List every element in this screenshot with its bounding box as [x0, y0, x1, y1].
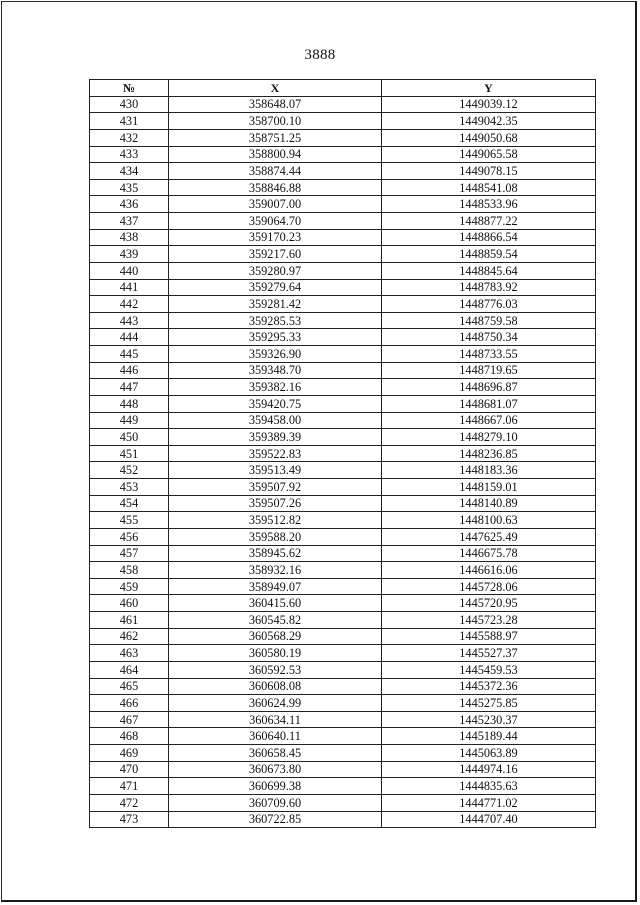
cell-number: 439: [90, 246, 169, 263]
table-row: [90, 329, 596, 346]
cell-y: 1448733.55: [382, 346, 596, 363]
cell-x: 359513.49: [169, 462, 382, 479]
cell-x: 358648.07: [169, 96, 382, 113]
table-row: [90, 246, 596, 263]
cell-number: 460: [90, 595, 169, 612]
cell-y: 1447625.49: [382, 528, 596, 545]
cell-x: 360634.11: [169, 711, 382, 728]
cell-y: 1448783.92: [382, 279, 596, 296]
cell-number: 466: [90, 695, 169, 712]
cell-number: 465: [90, 678, 169, 695]
table-row: [90, 312, 596, 329]
cell-y: 1448279.10: [382, 429, 596, 446]
cell-y: 1448667.06: [382, 412, 596, 429]
column-header-x: X: [169, 80, 382, 97]
cell-number: 445: [90, 346, 169, 363]
cell-y: 1449042.35: [382, 113, 596, 130]
cell-x: 359389.39: [169, 429, 382, 446]
cell-number: 432: [90, 129, 169, 146]
table-row: [90, 229, 596, 246]
table-row: [90, 445, 596, 462]
table-row: [90, 495, 596, 512]
cell-y: 1445723.28: [382, 612, 596, 629]
cell-y: 1446675.78: [382, 545, 596, 562]
cell-number: 458: [90, 562, 169, 579]
cell-number: 451: [90, 445, 169, 462]
cell-x: 360699.38: [169, 778, 382, 795]
cell-x: 358945.62: [169, 545, 382, 562]
cell-y: 1449039.12: [382, 96, 596, 113]
cell-y: 1448845.64: [382, 262, 596, 279]
cell-y: 1445588.97: [382, 628, 596, 645]
table-row: [90, 146, 596, 163]
cell-number: 463: [90, 645, 169, 662]
cell-x: 358700.10: [169, 113, 382, 130]
cell-x: 359522.83: [169, 445, 382, 462]
page-number: 3888: [304, 47, 336, 63]
table-row: [90, 163, 596, 180]
cell-y: 1444771.02: [382, 794, 596, 811]
cell-y: 1449050.68: [382, 129, 596, 146]
cell-number: 452: [90, 462, 169, 479]
cell-x: 359512.82: [169, 512, 382, 529]
cell-number: 442: [90, 296, 169, 313]
table-row: [90, 628, 596, 645]
cell-number: 454: [90, 495, 169, 512]
cell-y: 1445728.06: [382, 578, 596, 595]
cell-x: 359285.53: [169, 312, 382, 329]
table-row: [90, 595, 596, 612]
cell-number: 469: [90, 745, 169, 762]
cell-number: 453: [90, 479, 169, 496]
table-row: [90, 794, 596, 811]
table-row: [90, 196, 596, 213]
cell-x: 360640.11: [169, 728, 382, 745]
cell-x: 360592.53: [169, 661, 382, 678]
cell-x: 359507.92: [169, 479, 382, 496]
cell-y: 1449078.15: [382, 163, 596, 180]
table-row: [90, 379, 596, 396]
table-header-row: [90, 80, 596, 97]
table-row: [90, 213, 596, 230]
cell-number: 433: [90, 146, 169, 163]
table-row: [90, 362, 596, 379]
cell-x: 358874.44: [169, 163, 382, 180]
cell-y: 1444835.63: [382, 778, 596, 795]
cell-y: 1449065.58: [382, 146, 596, 163]
cell-number: 434: [90, 163, 169, 180]
table-row: [90, 512, 596, 529]
cell-x: 360608.08: [169, 678, 382, 695]
cell-y: 1446616.06: [382, 562, 596, 579]
cell-x: 359420.75: [169, 395, 382, 412]
cell-x: 359295.33: [169, 329, 382, 346]
cell-x: 358751.25: [169, 129, 382, 146]
table-row: [90, 179, 596, 196]
cell-number: 473: [90, 811, 169, 828]
table-row: [90, 612, 596, 629]
table-row: [90, 562, 596, 579]
column-header-number: №: [90, 80, 169, 97]
table-row: [90, 778, 596, 795]
cell-number: 464: [90, 661, 169, 678]
cell-x: 360709.60: [169, 794, 382, 811]
cell-x: 358949.07: [169, 578, 382, 595]
table-row: [90, 296, 596, 313]
cell-number: 450: [90, 429, 169, 446]
cell-y: 1448719.65: [382, 362, 596, 379]
cell-x: 359170.23: [169, 229, 382, 246]
cell-x: 360568.29: [169, 628, 382, 645]
cell-y: 1445275.85: [382, 695, 596, 712]
table-row: [90, 262, 596, 279]
table-row: [90, 479, 596, 496]
table-row: [90, 761, 596, 778]
cell-x: 360545.82: [169, 612, 382, 629]
cell-y: 1448100.63: [382, 512, 596, 529]
cell-y: 1445230.37: [382, 711, 596, 728]
table-row: [90, 346, 596, 363]
cell-x: 359458.00: [169, 412, 382, 429]
cell-number: 472: [90, 794, 169, 811]
cell-number: 435: [90, 179, 169, 196]
cell-number: 459: [90, 578, 169, 595]
cell-y: 1448533.96: [382, 196, 596, 213]
cell-number: 457: [90, 545, 169, 562]
cell-y: 1448859.54: [382, 246, 596, 263]
cell-y: 1445720.95: [382, 595, 596, 612]
cell-number: 440: [90, 262, 169, 279]
cell-number: 468: [90, 728, 169, 745]
cell-y: 1448183.36: [382, 462, 596, 479]
cell-number: 431: [90, 113, 169, 130]
table-row: [90, 578, 596, 595]
table-row: [90, 113, 596, 130]
cell-x: 359382.16: [169, 379, 382, 396]
cell-x: 359326.90: [169, 346, 382, 363]
cell-y: 1448776.03: [382, 296, 596, 313]
coordinates-table: [89, 79, 596, 828]
cell-y: 1448140.89: [382, 495, 596, 512]
table-row: [90, 129, 596, 146]
cell-number: 441: [90, 279, 169, 296]
cell-number: 462: [90, 628, 169, 645]
table-row: [90, 811, 596, 828]
table-row: [90, 395, 596, 412]
table-row: [90, 528, 596, 545]
cell-y: 1445459.53: [382, 661, 596, 678]
cell-y: 1445189.44: [382, 728, 596, 745]
cell-y: 1448877.22: [382, 213, 596, 230]
cell-number: 436: [90, 196, 169, 213]
cell-y: 1448759.58: [382, 312, 596, 329]
cell-y: 1445527.37: [382, 645, 596, 662]
cell-y: 1448159.01: [382, 479, 596, 496]
cell-x: 358800.94: [169, 146, 382, 163]
cell-y: 1444707.40: [382, 811, 596, 828]
cell-number: 448: [90, 395, 169, 412]
cell-y: 1444974.16: [382, 761, 596, 778]
cell-number: 438: [90, 229, 169, 246]
cell-x: 359217.60: [169, 246, 382, 263]
cell-x: 359279.64: [169, 279, 382, 296]
cell-x: 359007.00: [169, 196, 382, 213]
table-row: [90, 545, 596, 562]
cell-number: 444: [90, 329, 169, 346]
cell-x: 359281.42: [169, 296, 382, 313]
cell-x: 359348.70: [169, 362, 382, 379]
cell-y: 1448681.07: [382, 395, 596, 412]
cell-number: 430: [90, 96, 169, 113]
cell-x: 359588.20: [169, 528, 382, 545]
cell-number: 443: [90, 312, 169, 329]
cell-number: 446: [90, 362, 169, 379]
cell-y: 1448866.54: [382, 229, 596, 246]
cell-number: 470: [90, 761, 169, 778]
cell-y: 1448696.87: [382, 379, 596, 396]
table-row: [90, 695, 596, 712]
table-row: [90, 678, 596, 695]
cell-x: 360722.85: [169, 811, 382, 828]
cell-y: 1448541.08: [382, 179, 596, 196]
table-row: [90, 279, 596, 296]
column-header-y: Y: [382, 80, 596, 97]
cell-y: 1448750.34: [382, 329, 596, 346]
cell-number: 447: [90, 379, 169, 396]
cell-number: 461: [90, 612, 169, 629]
table-row: [90, 645, 596, 662]
cell-number: 471: [90, 778, 169, 795]
cell-number: 437: [90, 213, 169, 230]
cell-x: 359280.97: [169, 262, 382, 279]
cell-x: 359064.70: [169, 213, 382, 230]
cell-number: 455: [90, 512, 169, 529]
cell-y: 1445372.36: [382, 678, 596, 695]
cell-y: 1448236.85: [382, 445, 596, 462]
table-row: [90, 728, 596, 745]
table-row: [90, 711, 596, 728]
cell-y: 1445063.89: [382, 745, 596, 762]
table-row: [90, 96, 596, 113]
cell-x: 360673.80: [169, 761, 382, 778]
table-row: [90, 412, 596, 429]
cell-number: 449: [90, 412, 169, 429]
cell-x: 360624.99: [169, 695, 382, 712]
cell-x: 358846.88: [169, 179, 382, 196]
cell-number: 456: [90, 528, 169, 545]
cell-x: 360580.19: [169, 645, 382, 662]
table-row: [90, 462, 596, 479]
cell-x: 360415.60: [169, 595, 382, 612]
cell-number: 467: [90, 711, 169, 728]
cell-x: 359507.26: [169, 495, 382, 512]
table-row: [90, 429, 596, 446]
table-row: [90, 745, 596, 762]
table-row: [90, 661, 596, 678]
cell-x: 358932.16: [169, 562, 382, 579]
cell-x: 360658.45: [169, 745, 382, 762]
